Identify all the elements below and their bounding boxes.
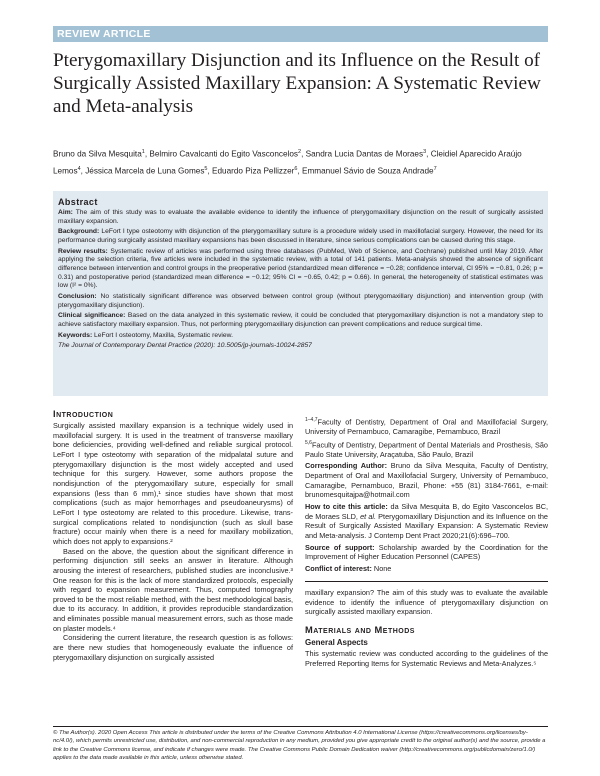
- affiliation-1: [305, 416, 548, 437]
- affiliation-marker: 6: [294, 165, 298, 172]
- footer-divider: [53, 726, 548, 727]
- abstract-keywords-text: LeFort I osteotomy, Maxilla, Systematic review.: [92, 331, 233, 339]
- abstract-aim: [58, 209, 543, 226]
- abstract-background-label: Background:: [58, 228, 100, 236]
- abstract-box: [53, 191, 548, 396]
- author-name: , Sandra Lucia Dantas de Moraes: [301, 149, 424, 159]
- how-to-cite-text: Pterygomaxillary Disjunction and its Influence on the Result of Surgically Assisted Maxillary Expansion: A Systematic Review and Meta-analysis. J Contemp Dent Pract 2020;21(6):696–700.: [305, 511, 548, 541]
- abstract-heading: Abstract: [58, 197, 98, 207]
- affiliation-text: Faculty of Dentistry, Department of Oral and Maxillofacial Surgery, University of Pernambuco, Camaragibe, Pernambuco, Brazil: [305, 417, 548, 437]
- introduction-heading: Introduction: [53, 409, 114, 419]
- author-name: , Eduardo Piza Pellizzer: [207, 166, 295, 176]
- intro-continuation: maxillary expansion? The aim of this study was to evaluate the available evidence to identify the influence of pterygomaxillary disjunction on surgically assisted maxillary expansion.: [305, 588, 548, 617]
- journal-citation: The Journal of Contemporary Dental Practice (2020): 10.5005/jp-journals-10024-2857: [58, 342, 312, 350]
- abstract-clinical-text: Based on the data analyzed in this systematic review, it could be concluded that pterygomaxillary disjunction is not a mandatory step to achieve satisfactory maxillary expansion. Thus, not performing pterygomaxillary disjunction can prevent complications and reduce surgical time.: [58, 312, 543, 328]
- affiliation-marker: 5: [204, 165, 208, 172]
- abstract-background-text: LeFort I type osteotomy with disjunction of the pterygomaxillary suture is a procedure widely used in maxillofacial surgery. However, the need for its performance during surgically assisted maxillary expansions has been discussed in literature, since serious complications can be caused during this stage.: [58, 228, 543, 244]
- intro-paragraph-3: Considering the current literature, the research question is as follows: are there new studies that homogeneously evaluate the influence of pterygomaxillary disjunction on surgically assisted: [53, 633, 293, 662]
- conflict-of-interest-text: None: [371, 564, 392, 574]
- affiliation-marker: 3: [423, 149, 427, 155]
- affiliation-marker: 1: [141, 149, 145, 155]
- abstract-results-label: Review results:: [58, 247, 108, 255]
- left-column: [53, 409, 293, 662]
- abstract-clinical-label: Clinical significance:: [58, 312, 126, 320]
- general-aspects-paragraph: This systematic review was conducted according to the guidelines of the Preferred Reporting Items for Systematic Reviews and Meta-Analyzes.⁵: [305, 648, 548, 668]
- affiliation-marker: 4: [77, 165, 81, 172]
- author-name: Bruno da Silva Mesquita: [53, 149, 142, 159]
- intro-paragraph-2: Based on the above, the question about the significant difference in performing disjunction still seeks an answer in literature. Although arousing the interest of researchers, published studies are inconclusive.³ One reason for this is the lack of more standardized protocols, especially with regard to expansion measurement. Thus, computed tomography proved to be the most reliable method, with the best methodological basis, due to its accuracy. In addition, it provides reproducible standardization and eliminates possible manual measurement errors, such as those made on plaster models.⁴: [53, 546, 293, 633]
- right-column-body: [305, 584, 548, 668]
- corresponding-author-text: Bruno da Silva Mesquita, Faculty of Dentistry, Department of Oral and Maxillofacial Surgery, University of Pernambuco, Camaragibe, Pernambuco, Brazil, Phone: +55 (81) 3184-7661, e-mail: brunomesquitajpa@hotmail.com: [305, 461, 548, 500]
- affiliation-marker: 7: [433, 165, 437, 172]
- conflict-of-interest: [305, 564, 548, 574]
- et-al: et al.: [360, 511, 377, 521]
- affiliations-block: [305, 416, 548, 576]
- how-to-cite: [305, 502, 548, 541]
- general-aspects-heading: General Aspects: [305, 637, 368, 647]
- abstract-conclusion: [58, 293, 543, 310]
- affiliation-divider: [305, 581, 548, 582]
- corresponding-author: [305, 461, 548, 500]
- abstract-results: [58, 248, 543, 291]
- how-to-cite-label: How to cite this article:: [305, 502, 388, 512]
- article-type-banner: REVIEW ARTICLE: [53, 26, 548, 42]
- source-of-support-text: Scholarship awarded by the Coordination for the Improvement of Higher Education Personnel (CAPES): [305, 542, 548, 562]
- author-list: [53, 145, 548, 178]
- abstract-aim-label: Aim:: [58, 209, 73, 216]
- intro-paragraph-1: Surgically assisted maxillary expansion is a technique widely used in maxillofacial surgery. It is used in the treatment of transverse maxillary bone deficiencies, providing well-defined and reliable surgical protocol. LeFort I type osteotomy with separation of the midpalatal suture and pterygomaxillary disjunction is the most widely accepted and used technique for this surgery. However, some authors propose the nondisjunction of the pterygomaxillary suture, especially for small expansions (less than 6 mm),¹ since studies have shown that most complications (such as major hemorrhages and pseudoaneurysms) of LeFort I type osteotomy are related to this procedure. Likewise, trans-surgical complications related to nondisjunction (such as skull base fracture) occur mainly when there is a need for maxillary mobilization, which does not apply to expansions.²: [53, 421, 293, 546]
- affiliation-text: Faculty of Dentistry, Department of Dental Materials and Prosthesis, São Paulo State University, Araçatuba, São Paulo, Brazil: [305, 440, 548, 459]
- license-footer: © The Author(s). 2020 Open Access This article is distributed under the terms of the Creative Commons Attribution 4.0 International License (https://creativecommons.org/licenses/by-nc/4.0/), which permits unrestricted use, distribution, and non-commercial reproduction in any medium, provided you give appropriate credit to the original author(s) and the source, provide a link to the Creative Commons license, and indicate if changes were made. The Creative Commons Public Domain Dedication waiver (http://creativecommons.org/publicdomain/zero/1.0/) applies to the data made available in this article, unless otherwise stated.: [53, 730, 546, 762]
- source-of-support-label: Source of support:: [305, 542, 375, 552]
- source-of-support: [305, 543, 548, 562]
- abstract-background: [58, 228, 543, 245]
- article-title: Pterygomaxillary Disjunction and its Influence on the Result of Surgically Assisted Maxillary Expansion: A Systematic Review and Meta-analysis: [53, 50, 541, 117]
- abstract-clinical: [58, 312, 543, 329]
- affiliation-marker: 2: [298, 149, 302, 155]
- corresponding-author-label: Corresponding Author:: [305, 461, 388, 471]
- abstract-conclusion-label: Conclusion:: [58, 292, 97, 300]
- affiliation-sup: 5,6: [305, 439, 312, 446]
- abstract-aim-text: The aim of this study was to evaluate the available evidence to identify the influence of pterygomaxillary disjunction on the result of surgically assisted maxillary expansion.: [58, 209, 543, 225]
- author-name: , Jéssica Marcela de Luna Gomes: [80, 166, 205, 176]
- methods-heading: Materials and Methods: [305, 624, 415, 635]
- affiliation-sup: 1–4,7: [305, 417, 318, 423]
- abstract-keywords: [58, 332, 543, 341]
- author-name: , Emmanuel Sávio de Souza Andrade: [297, 166, 434, 176]
- author-name: , Belmiro Cavalcanti do Egito Vasconcelos: [144, 149, 299, 159]
- abstract-conclusion-text: No statistically significant difference was observed between control group (without pterygomaxillary disjunction) and intervention group (with pterygomaxillary disjunction).: [58, 292, 543, 309]
- conflict-of-interest-label: Conflict of interest:: [305, 564, 372, 574]
- author-name: , Cleidiel Aparecido Araújo Lemos: [53, 149, 522, 176]
- affiliation-2: [305, 439, 548, 460]
- abstract-keywords-label: Keywords:: [58, 331, 93, 339]
- abstract-results-text: Systematic review of articles was performed using three databases (PubMed, Web of Science, and Cochrane) published until May 2019. After applying the selection criteria, five articles were included in the systematic review, with a total of 141 patients. Meta-analysis showed the absence of significant difference between intervention and control groups in the preoperative period (standardized mean difference = −0.28; confidence interval, CI 95% = −0.81, 0.26; p = 0.31) and postoperative period (standardized mean difference = −0.12; 95% CI = −0.65, 0.42; p = 0.66). In general, the heterogeneity of statistical estimates was low (I² = 0%).: [58, 247, 543, 290]
- how-to-cite-text: da Silva Mesquita B, do Egito Vasconcelos BC, de Moraes SLD,: [305, 502, 548, 521]
